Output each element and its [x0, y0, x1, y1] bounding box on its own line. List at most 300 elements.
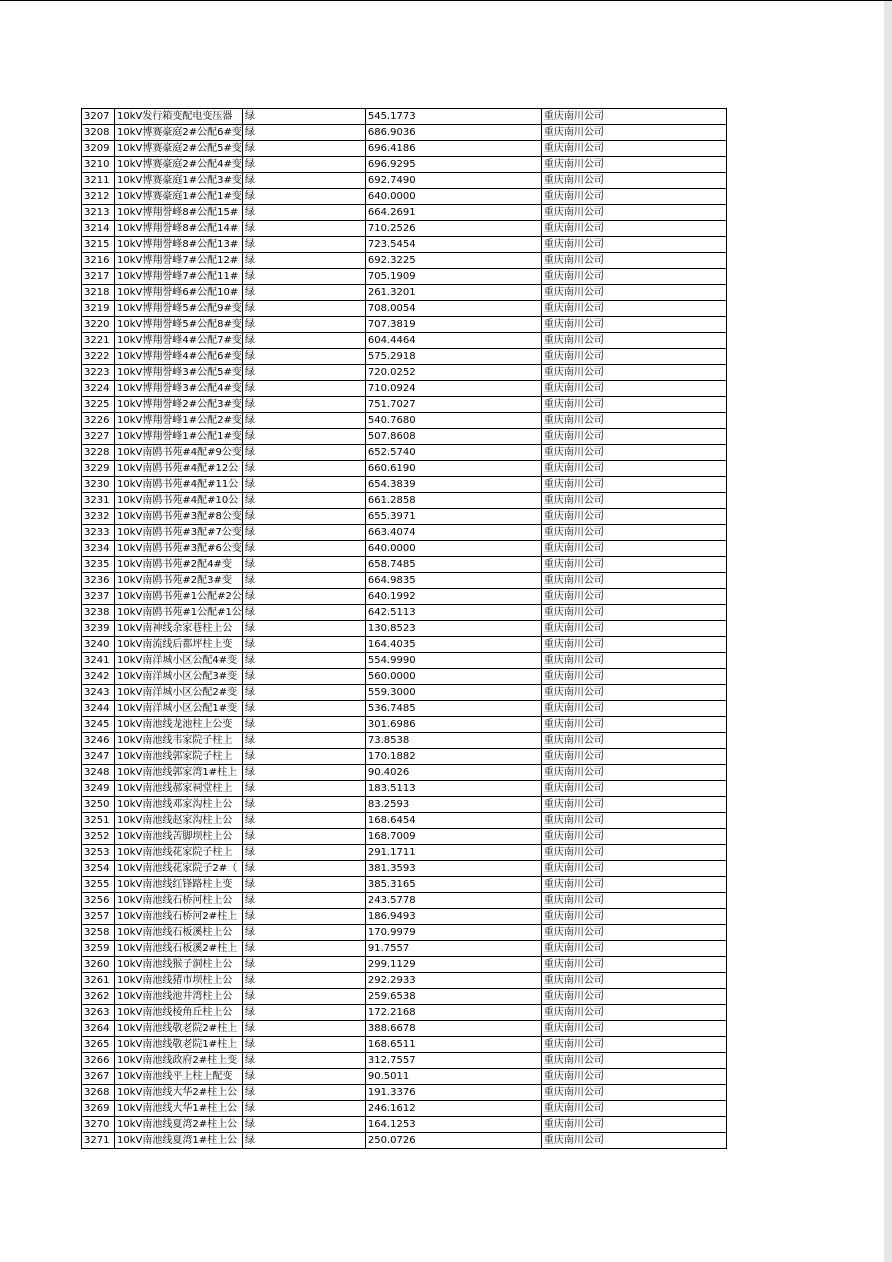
- value-cell: 291.1711: [365, 845, 541, 861]
- device-name-cell: 10kV南池线大华1#柱上公: [115, 1101, 243, 1117]
- table-row: [82, 909, 727, 925]
- table-row: [82, 637, 727, 653]
- table-row: [82, 957, 727, 973]
- table-row: [82, 493, 727, 509]
- value-cell: 90.4026: [365, 765, 541, 781]
- value-cell: 130.8523: [365, 621, 541, 637]
- top-border-line: [0, 0, 892, 1]
- status-color-cell: 绿: [242, 765, 365, 781]
- table-row: [82, 733, 727, 749]
- status-color-cell: 绿: [242, 381, 365, 397]
- company-cell: 重庆南川公司: [541, 957, 726, 973]
- company-cell: 重庆南川公司: [541, 397, 726, 413]
- device-name-cell: 10kV南鸥书苑#2配4#变: [115, 557, 243, 573]
- status-color-cell: 绿: [242, 157, 365, 173]
- device-name-cell: 10kV南鸥书苑#1公配#1公: [115, 605, 243, 621]
- company-cell: 重庆南川公司: [541, 701, 726, 717]
- table-row: [82, 317, 727, 333]
- value-cell: 664.9835: [365, 573, 541, 589]
- row-id-cell: 3233: [82, 525, 115, 541]
- status-color-cell: 绿: [242, 317, 365, 333]
- device-name-cell: 10kV南鸥书苑#4配#10公: [115, 493, 243, 509]
- device-name-cell: 10kV南神线余家巷柱上公: [115, 621, 243, 637]
- row-id-cell: 3269: [82, 1101, 115, 1117]
- value-cell: 91.7557: [365, 941, 541, 957]
- device-name-cell: 10kV南池线棱角丘柱上公: [115, 1005, 243, 1021]
- table-row: [82, 941, 727, 957]
- row-id-cell: 3257: [82, 909, 115, 925]
- value-cell: 168.7009: [365, 829, 541, 845]
- device-name-cell: 10kV南池线猴子洞柱上公: [115, 957, 243, 973]
- data-table: [81, 108, 727, 1149]
- row-id-cell: 3221: [82, 333, 115, 349]
- status-color-cell: 绿: [242, 1037, 365, 1053]
- value-cell: 170.9979: [365, 925, 541, 941]
- row-id-cell: 3266: [82, 1053, 115, 1069]
- device-name-cell: 10kV博赛豪庭2#公配6#变: [115, 125, 243, 141]
- company-cell: 重庆南川公司: [541, 1085, 726, 1101]
- value-cell: 186.9493: [365, 909, 541, 925]
- status-color-cell: 绿: [242, 141, 365, 157]
- value-cell: 312.7557: [365, 1053, 541, 1069]
- device-name-cell: 10kV南池线石板溪柱上公: [115, 925, 243, 941]
- status-color-cell: 绿: [242, 845, 365, 861]
- company-cell: 重庆南川公司: [541, 429, 726, 445]
- status-color-cell: 绿: [242, 1085, 365, 1101]
- company-cell: 重庆南川公司: [541, 269, 726, 285]
- device-name-cell: 10kV博翔誉峰8#公配15#: [115, 205, 243, 221]
- status-color-cell: 绿: [242, 781, 365, 797]
- table-row: [82, 605, 727, 621]
- device-name-cell: 10kV博翔誉峰5#公配9#变: [115, 301, 243, 317]
- status-color-cell: 绿: [242, 669, 365, 685]
- value-cell: 559.3000: [365, 685, 541, 701]
- device-name-cell: 10kV南池线池井湾柱上公: [115, 989, 243, 1005]
- row-id-cell: 3224: [82, 381, 115, 397]
- device-name-cell: 10kV南池线敬老院2#柱上: [115, 1021, 243, 1037]
- table-row: [82, 1133, 727, 1149]
- table-row: [82, 541, 727, 557]
- value-cell: 640.1992: [365, 589, 541, 605]
- value-cell: 686.9036: [365, 125, 541, 141]
- row-id-cell: 3211: [82, 173, 115, 189]
- row-id-cell: 3260: [82, 957, 115, 973]
- value-cell: 73.8538: [365, 733, 541, 749]
- value-cell: 655.3971: [365, 509, 541, 525]
- company-cell: 重庆南川公司: [541, 413, 726, 429]
- company-cell: 重庆南川公司: [541, 1133, 726, 1149]
- device-name-cell: 10kV南鸥书苑#3配#8公变: [115, 509, 243, 525]
- row-id-cell: 3229: [82, 461, 115, 477]
- company-cell: 重庆南川公司: [541, 893, 726, 909]
- row-id-cell: 3215: [82, 237, 115, 253]
- device-name-cell: 10kV南池线赵家沟柱上公: [115, 813, 243, 829]
- table-row: [82, 797, 727, 813]
- table-row: [82, 1069, 727, 1085]
- row-id-cell: 3207: [82, 109, 115, 125]
- company-cell: 重庆南川公司: [541, 1101, 726, 1117]
- device-name-cell: 10kV博赛豪庭1#公配1#变: [115, 189, 243, 205]
- row-id-cell: 3245: [82, 717, 115, 733]
- device-name-cell: 10kV南池线苦脚坝柱上公: [115, 829, 243, 845]
- table-row: [82, 1117, 727, 1133]
- status-color-cell: 绿: [242, 701, 365, 717]
- status-color-cell: 绿: [242, 653, 365, 669]
- company-cell: 重庆南川公司: [541, 301, 726, 317]
- status-color-cell: 绿: [242, 1117, 365, 1133]
- row-id-cell: 3261: [82, 973, 115, 989]
- company-cell: 重庆南川公司: [541, 941, 726, 957]
- company-cell: 重庆南川公司: [541, 477, 726, 493]
- value-cell: 388.6678: [365, 1021, 541, 1037]
- device-name-cell: 10kV南池线石板溪2#柱上: [115, 941, 243, 957]
- value-cell: 292.2933: [365, 973, 541, 989]
- table-row: [82, 365, 727, 381]
- device-name-cell: 10kV南鸥书苑#4配#11公: [115, 477, 243, 493]
- row-id-cell: 3235: [82, 557, 115, 573]
- row-id-cell: 3264: [82, 1021, 115, 1037]
- status-color-cell: 绿: [242, 509, 365, 525]
- row-id-cell: 3268: [82, 1085, 115, 1101]
- value-cell: 664.2691: [365, 205, 541, 221]
- status-color-cell: 绿: [242, 733, 365, 749]
- company-cell: 重庆南川公司: [541, 669, 726, 685]
- row-id-cell: 3228: [82, 445, 115, 461]
- device-name-cell: 10kV南流线后都坪柱上变: [115, 637, 243, 653]
- device-name-cell: 10kV发行箱变配电变压器: [115, 109, 243, 125]
- status-color-cell: 绿: [242, 685, 365, 701]
- row-id-cell: 3218: [82, 285, 115, 301]
- table-row: [82, 253, 727, 269]
- company-cell: 重庆南川公司: [541, 525, 726, 541]
- company-cell: 重庆南川公司: [541, 141, 726, 157]
- status-color-cell: 绿: [242, 189, 365, 205]
- table-row: [82, 989, 727, 1005]
- row-id-cell: 3213: [82, 205, 115, 221]
- company-cell: 重庆南川公司: [541, 685, 726, 701]
- value-cell: 299.1129: [365, 957, 541, 973]
- value-cell: 83.2593: [365, 797, 541, 813]
- row-id-cell: 3251: [82, 813, 115, 829]
- status-color-cell: 绿: [242, 749, 365, 765]
- status-color-cell: 绿: [242, 1053, 365, 1069]
- device-name-cell: 10kV南洋城小区公配4#变: [115, 653, 243, 669]
- company-cell: 重庆南川公司: [541, 909, 726, 925]
- table-row: [82, 829, 727, 845]
- status-color-cell: 绿: [242, 925, 365, 941]
- company-cell: 重庆南川公司: [541, 589, 726, 605]
- status-color-cell: 绿: [242, 525, 365, 541]
- status-color-cell: 绿: [242, 109, 365, 125]
- device-name-cell: 10kV南池线邓家沟柱上公: [115, 797, 243, 813]
- company-cell: 重庆南川公司: [541, 1053, 726, 1069]
- table-row: [82, 1021, 727, 1037]
- status-color-cell: 绿: [242, 557, 365, 573]
- status-color-cell: 绿: [242, 621, 365, 637]
- value-cell: 560.0000: [365, 669, 541, 685]
- status-color-cell: 绿: [242, 941, 365, 957]
- company-cell: 重庆南川公司: [541, 157, 726, 173]
- company-cell: 重庆南川公司: [541, 557, 726, 573]
- row-id-cell: 3255: [82, 877, 115, 893]
- status-color-cell: 绿: [242, 365, 365, 381]
- company-cell: 重庆南川公司: [541, 621, 726, 637]
- row-id-cell: 3253: [82, 845, 115, 861]
- table-row: [82, 205, 727, 221]
- company-cell: 重庆南川公司: [541, 637, 726, 653]
- value-cell: 705.1909: [365, 269, 541, 285]
- table-row: [82, 845, 727, 861]
- value-cell: 172.2168: [365, 1005, 541, 1021]
- device-name-cell: 10kV南池线花家院子柱上: [115, 845, 243, 861]
- company-cell: 重庆南川公司: [541, 781, 726, 797]
- status-color-cell: 绿: [242, 717, 365, 733]
- status-color-cell: 绿: [242, 333, 365, 349]
- table-row: [82, 109, 727, 125]
- device-name-cell: 10kV南池线韦家院子柱上: [115, 733, 243, 749]
- row-id-cell: 3250: [82, 797, 115, 813]
- device-name-cell: 10kV南池线郝家祠堂柱上: [115, 781, 243, 797]
- status-color-cell: 绿: [242, 1133, 365, 1149]
- device-name-cell: 10kV南池线龙池柱上公变: [115, 717, 243, 733]
- company-cell: 重庆南川公司: [541, 109, 726, 125]
- table-row: [82, 333, 727, 349]
- company-cell: 重庆南川公司: [541, 973, 726, 989]
- value-cell: 540.7680: [365, 413, 541, 429]
- company-cell: 重庆南川公司: [541, 797, 726, 813]
- row-id-cell: 3210: [82, 157, 115, 173]
- table-row: [82, 717, 727, 733]
- device-name-cell: 10kV南池线石桥河2#柱上: [115, 909, 243, 925]
- device-name-cell: 10kV博翔誉峰8#公配13#: [115, 237, 243, 253]
- value-cell: 243.5778: [365, 893, 541, 909]
- table-row: [82, 589, 727, 605]
- value-cell: 301.6986: [365, 717, 541, 733]
- table-row: [82, 125, 727, 141]
- device-name-cell: 10kV南池线红锋路柱上变: [115, 877, 243, 893]
- row-id-cell: 3226: [82, 413, 115, 429]
- company-cell: 重庆南川公司: [541, 861, 726, 877]
- row-id-cell: 3238: [82, 605, 115, 621]
- table-row: [82, 1037, 727, 1053]
- value-cell: 707.3819: [365, 317, 541, 333]
- row-id-cell: 3232: [82, 509, 115, 525]
- company-cell: 重庆南川公司: [541, 541, 726, 557]
- row-id-cell: 3242: [82, 669, 115, 685]
- company-cell: 重庆南川公司: [541, 845, 726, 861]
- company-cell: 重庆南川公司: [541, 205, 726, 221]
- status-color-cell: 绿: [242, 269, 365, 285]
- value-cell: 661.2858: [365, 493, 541, 509]
- status-color-cell: 绿: [242, 1005, 365, 1021]
- row-id-cell: 3209: [82, 141, 115, 157]
- device-name-cell: 10kV博翔誉峰1#公配2#变: [115, 413, 243, 429]
- device-name-cell: 10kV南洋城小区公配1#变: [115, 701, 243, 717]
- table-row: [82, 157, 727, 173]
- value-cell: 246.1612: [365, 1101, 541, 1117]
- status-color-cell: 绿: [242, 893, 365, 909]
- value-cell: 652.5740: [365, 445, 541, 461]
- row-id-cell: 3244: [82, 701, 115, 717]
- table-row: [82, 237, 727, 253]
- company-cell: 重庆南川公司: [541, 125, 726, 141]
- value-cell: 164.1253: [365, 1117, 541, 1133]
- device-name-cell: 10kV博翔誉峰5#公配8#变: [115, 317, 243, 333]
- status-color-cell: 绿: [242, 461, 365, 477]
- table-row: [82, 381, 727, 397]
- company-cell: 重庆南川公司: [541, 605, 726, 621]
- table-row: [82, 349, 727, 365]
- company-cell: 重庆南川公司: [541, 1117, 726, 1133]
- table-row: [82, 557, 727, 573]
- table-row: [82, 669, 727, 685]
- table-row: [82, 973, 727, 989]
- table-row: [82, 1005, 727, 1021]
- row-id-cell: 3239: [82, 621, 115, 637]
- table-row: [82, 509, 727, 525]
- company-cell: 重庆南川公司: [541, 189, 726, 205]
- table-row: [82, 413, 727, 429]
- status-color-cell: 绿: [242, 573, 365, 589]
- row-id-cell: 3236: [82, 573, 115, 589]
- company-cell: 重庆南川公司: [541, 317, 726, 333]
- table-row: [82, 1085, 727, 1101]
- status-color-cell: 绿: [242, 493, 365, 509]
- device-name-cell: 10kV南鸥书苑#1公配#2公: [115, 589, 243, 605]
- device-name-cell: 10kV南池线花家院子2#（: [115, 861, 243, 877]
- value-cell: 259.6538: [365, 989, 541, 1005]
- row-id-cell: 3217: [82, 269, 115, 285]
- table-row: [82, 285, 727, 301]
- value-cell: 663.4074: [365, 525, 541, 541]
- status-color-cell: 绿: [242, 1021, 365, 1037]
- table-row: [82, 525, 727, 541]
- value-cell: 708.0054: [365, 301, 541, 317]
- device-name-cell: 10kV博翔誉峰2#公配3#变: [115, 397, 243, 413]
- row-id-cell: 3265: [82, 1037, 115, 1053]
- device-name-cell: 10kV南池线猪市坝柱上公: [115, 973, 243, 989]
- status-color-cell: 绿: [242, 909, 365, 925]
- company-cell: 重庆南川公司: [541, 461, 726, 477]
- device-name-cell: 10kV博翔誉峰4#公配7#变: [115, 333, 243, 349]
- device-name-cell: 10kV博翔誉峰3#公配4#变: [115, 381, 243, 397]
- status-color-cell: 绿: [242, 829, 365, 845]
- company-cell: 重庆南川公司: [541, 1037, 726, 1053]
- device-name-cell: 10kV博翔誉峰6#公配10#: [115, 285, 243, 301]
- status-color-cell: 绿: [242, 221, 365, 237]
- device-name-cell: 10kV博翔誉峰4#公配6#变: [115, 349, 243, 365]
- value-cell: 710.2526: [365, 221, 541, 237]
- device-name-cell: 10kV南洋城小区公配3#变: [115, 669, 243, 685]
- company-cell: 重庆南川公司: [541, 493, 726, 509]
- value-cell: 90.5011: [365, 1069, 541, 1085]
- company-cell: 重庆南川公司: [541, 925, 726, 941]
- row-id-cell: 3222: [82, 349, 115, 365]
- device-name-cell: 10kV南池线郭家湾1#柱上: [115, 765, 243, 781]
- device-name-cell: 10kV南池线郭家院子柱上: [115, 749, 243, 765]
- table-row: [82, 461, 727, 477]
- value-cell: 168.6454: [365, 813, 541, 829]
- device-name-cell: 10kV博赛豪庭2#公配4#变: [115, 157, 243, 173]
- value-cell: 660.6190: [365, 461, 541, 477]
- status-color-cell: 绿: [242, 797, 365, 813]
- row-id-cell: 3249: [82, 781, 115, 797]
- company-cell: 重庆南川公司: [541, 733, 726, 749]
- company-cell: 重庆南川公司: [541, 173, 726, 189]
- row-id-cell: 3243: [82, 685, 115, 701]
- right-scroll-gutter: [884, 1, 892, 1262]
- company-cell: 重庆南川公司: [541, 813, 726, 829]
- table-row: [82, 477, 727, 493]
- status-color-cell: 绿: [242, 349, 365, 365]
- table-row: [82, 877, 727, 893]
- company-cell: 重庆南川公司: [541, 445, 726, 461]
- value-cell: 164.4035: [365, 637, 541, 653]
- device-name-cell: 10kV南鸥书苑#3配#6公变: [115, 541, 243, 557]
- value-cell: 250.0726: [365, 1133, 541, 1149]
- row-id-cell: 3219: [82, 301, 115, 317]
- status-color-cell: 绿: [242, 205, 365, 221]
- company-cell: 重庆南川公司: [541, 1069, 726, 1085]
- status-color-cell: 绿: [242, 877, 365, 893]
- table-row: [82, 397, 727, 413]
- table-row: [82, 621, 727, 637]
- table-row: [82, 861, 727, 877]
- row-id-cell: 3214: [82, 221, 115, 237]
- company-cell: 重庆南川公司: [541, 1005, 726, 1021]
- row-id-cell: 3208: [82, 125, 115, 141]
- device-name-cell: 10kV南鸥书苑#2配3#变: [115, 573, 243, 589]
- row-id-cell: 3225: [82, 397, 115, 413]
- device-name-cell: 10kV博赛豪庭2#公配5#变: [115, 141, 243, 157]
- value-cell: 640.0000: [365, 541, 541, 557]
- value-cell: 692.3225: [365, 253, 541, 269]
- status-color-cell: 绿: [242, 445, 365, 461]
- row-id-cell: 3216: [82, 253, 115, 269]
- value-cell: 604.4464: [365, 333, 541, 349]
- company-cell: 重庆南川公司: [541, 333, 726, 349]
- row-id-cell: 3212: [82, 189, 115, 205]
- status-color-cell: 绿: [242, 413, 365, 429]
- value-cell: 183.5113: [365, 781, 541, 797]
- row-id-cell: 3262: [82, 989, 115, 1005]
- table-row: [82, 269, 727, 285]
- value-cell: 723.5454: [365, 237, 541, 253]
- company-cell: 重庆南川公司: [541, 253, 726, 269]
- company-cell: 重庆南川公司: [541, 509, 726, 525]
- table-row: [82, 573, 727, 589]
- table-row: [82, 189, 727, 205]
- device-name-cell: 10kV南池线政府2#柱上变: [115, 1053, 243, 1069]
- status-color-cell: 绿: [242, 477, 365, 493]
- status-color-cell: 绿: [242, 541, 365, 557]
- row-id-cell: 3246: [82, 733, 115, 749]
- company-cell: 重庆南川公司: [541, 717, 726, 733]
- status-color-cell: 绿: [242, 397, 365, 413]
- device-name-cell: 10kV南洋城小区公配2#变: [115, 685, 243, 701]
- status-color-cell: 绿: [242, 429, 365, 445]
- table-row: [82, 685, 727, 701]
- status-color-cell: 绿: [242, 237, 365, 253]
- value-cell: 545.1773: [365, 109, 541, 125]
- device-name-cell: 10kV南鸥书苑#4配#9公变: [115, 445, 243, 461]
- company-cell: 重庆南川公司: [541, 749, 726, 765]
- row-id-cell: 3271: [82, 1133, 115, 1149]
- company-cell: 重庆南川公司: [541, 221, 726, 237]
- row-id-cell: 3252: [82, 829, 115, 845]
- company-cell: 重庆南川公司: [541, 653, 726, 669]
- company-cell: 重庆南川公司: [541, 877, 726, 893]
